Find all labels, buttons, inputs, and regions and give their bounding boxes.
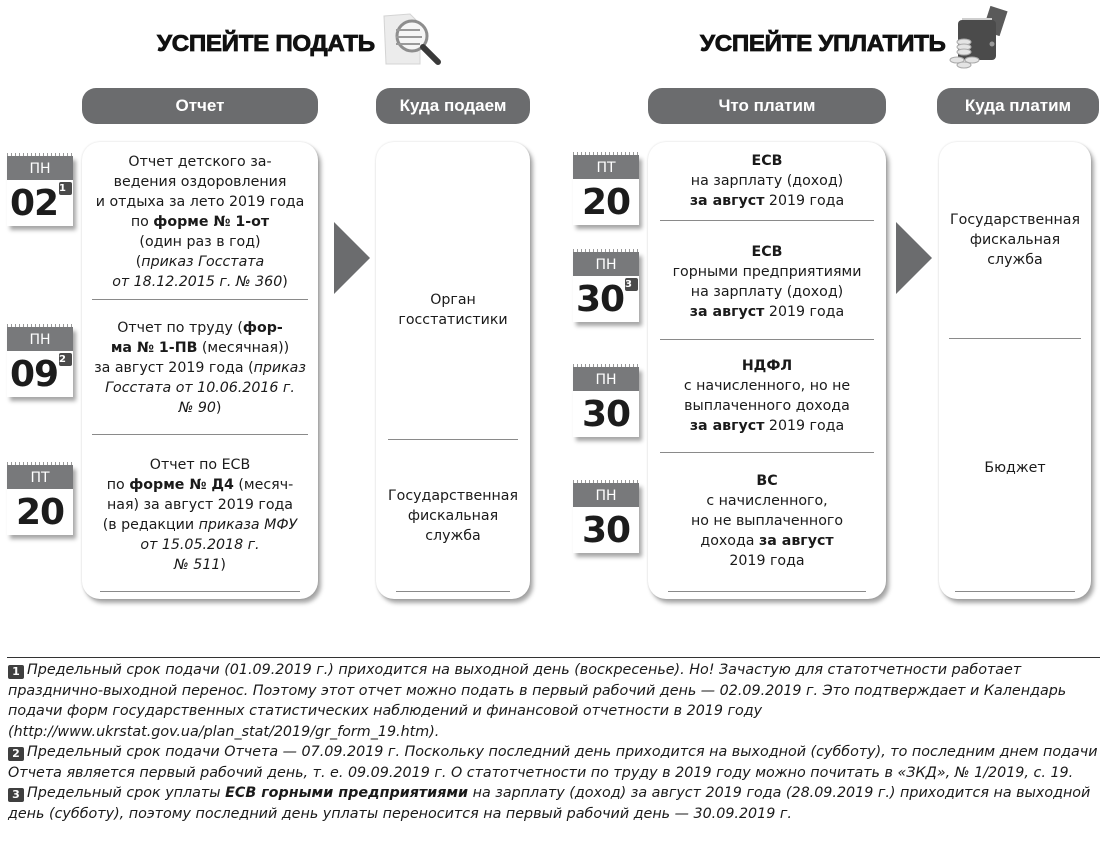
footnotes [8, 660, 1100, 824]
calendar-date-pay-2 [573, 252, 639, 322]
divider [388, 439, 518, 440]
column-header-what-pay: Что платим [648, 88, 886, 124]
destination-text: Государственная фискальная служба [388, 488, 518, 544]
footnote-marker[interactable]: 2 [59, 353, 72, 366]
pay-destinations-card [939, 142, 1091, 599]
pay-section-title: УСПЕЙТЕ УПЛАТИТЬ [700, 30, 946, 56]
destination-text: Бюджет [984, 460, 1046, 476]
footnote-number: 3 [8, 788, 24, 802]
calendar-day: 20 [15, 492, 65, 533]
destination-item-2 [376, 442, 530, 590]
report-item-text: Отчет по ЕСВ по форме № Д4 (месяч- ная) за август 2019 года (в редакции приказа МФУ от 15.05.2018 г. № 511) [102, 456, 298, 573]
calendar-date-pay-4 [573, 483, 639, 553]
footnotes-divider [7, 657, 1100, 658]
arrow-right-icon [334, 222, 370, 294]
report-item-text: Отчет детского за- ведения оздоровления и отдыха за лето 2019 года по форме № 1-от (один раз в год) (приказ Госстата от 18.12.2015 г. № 360) [95, 154, 305, 290]
report-item-text: Отчет по труду (фор- ма № 1-ПВ (месячная)) за август 2019 года (приказ Госстата от 10.06.2016 г. № 90) [94, 319, 306, 416]
calendar-day: 02 [10, 183, 59, 224]
divider [668, 591, 866, 592]
payment-item-2 [648, 228, 886, 336]
footnote-text: Предельный срок уплаты ЕСВ горными предприятиями на зарплату (доход) за август 2019 года (28.09.2019 г.) приходится на выходной день (субботу), поэтому последний день уплаты переносится на первый рабочий день — 30.09.2019 г. [8, 785, 1091, 822]
arrow-right-icon [896, 222, 932, 294]
calendar-day: 09 [10, 354, 59, 395]
calendar-weekday: ПН [573, 252, 639, 276]
calendar-day: 30 [581, 394, 631, 435]
divider [660, 339, 874, 340]
divider [949, 338, 1081, 339]
destination-text: Орган госстатистики [398, 292, 508, 328]
payment-item-1 [648, 144, 886, 218]
report-item-3 [82, 442, 318, 587]
divider [92, 434, 308, 435]
payment-item-4 [648, 456, 886, 586]
reports-card [82, 142, 318, 599]
footnote-number: 2 [8, 747, 24, 761]
divider [92, 299, 308, 300]
payment-item-text: НДФЛ с начисленного, но не выплаченного дохода за август 2019 года [683, 358, 851, 434]
footnote-1 [8, 660, 1100, 742]
calendar-weekday: ПТ [573, 155, 639, 179]
magnifier-document-icon [380, 10, 444, 68]
calendar-weekday: ПН [7, 156, 73, 180]
calendar-date-submit-1 [7, 156, 73, 226]
payment-item-text: ВС с начисленного, но не выплаченного дохода за август 2019 года [690, 473, 844, 569]
payment-item-text: ЕСВ горными предприятиями на зарплату (доход) за август 2019 года [672, 244, 862, 320]
footnote-text: Предельный срок подачи Отчета — 07.09.2019 г. Поскольку последний день приходится на выходной (субботу), то последним днем подачи Отчета является первый рабочий день, т. е. 09.09.2019 г. О статотчетности по труду в 2019 году можно почитать в «ЗКД», № 1/2019, с. 19. [8, 744, 1098, 781]
calendar-weekday: ПН [573, 367, 639, 391]
divider [660, 452, 874, 453]
payment-item-text: ЕСВ на зарплату (доход) за август 2019 года [689, 153, 845, 209]
calendar-weekday: ПН [573, 483, 639, 507]
calendar-day: 30 [581, 510, 631, 551]
submit-section-title: УСПЕЙТЕ ПОДАТЬ [157, 30, 375, 56]
column-header-where-pay: Куда платим [937, 88, 1099, 124]
calendar-date-pay-1 [573, 155, 639, 225]
calendar-date-submit-3 [7, 465, 73, 535]
calendar-date-submit-2 [7, 327, 73, 397]
footnote-marker[interactable]: 3 [625, 278, 638, 291]
footnote-text: Предельный срок подачи (01.09.2019 г.) приходится на выходной день (воскресенье). Но! Зачастую для статотчетности работает празднично-выходной перенос. Поэтому этот отчет можно подать в первый рабочий день — 02.09.2019 г. Это подтверждает и Календарь подачи форм государственных статистических наблюдений и финансовой отчетности в 2019 году (http://www.ukrstat.gov.ua/plan_stat/2019/gr_form_19.htm). [8, 662, 1067, 740]
calendar-weekday: ПН [7, 327, 73, 351]
payments-card [648, 142, 886, 599]
footnote-number: 1 [8, 665, 24, 679]
submit-destinations-card [376, 142, 530, 599]
pay-destination-item-1 [939, 162, 1091, 317]
payment-item-3 [648, 342, 886, 450]
calendar-weekday: ПТ [7, 465, 73, 489]
wallet-coins-icon [948, 4, 1010, 70]
divider [660, 220, 874, 221]
divider [396, 591, 510, 592]
calendar-day: 20 [581, 182, 631, 223]
pay-destination-item-2 [939, 342, 1091, 594]
calendar-day: 30 [576, 279, 625, 320]
divider [100, 591, 300, 592]
column-header-where-submit: Куда подаем [376, 88, 530, 124]
column-header-report: Отчет [82, 88, 318, 124]
footnote-2 [8, 742, 1100, 783]
footnote-3 [8, 783, 1100, 824]
destination-item-1 [376, 162, 530, 458]
report-item-1 [82, 146, 318, 298]
divider [955, 591, 1075, 592]
footnote-marker[interactable]: 1 [59, 182, 72, 195]
calendar-date-pay-3 [573, 367, 639, 437]
destination-text: Государственная фискальная служба [950, 211, 1080, 268]
report-item-2 [82, 305, 318, 430]
